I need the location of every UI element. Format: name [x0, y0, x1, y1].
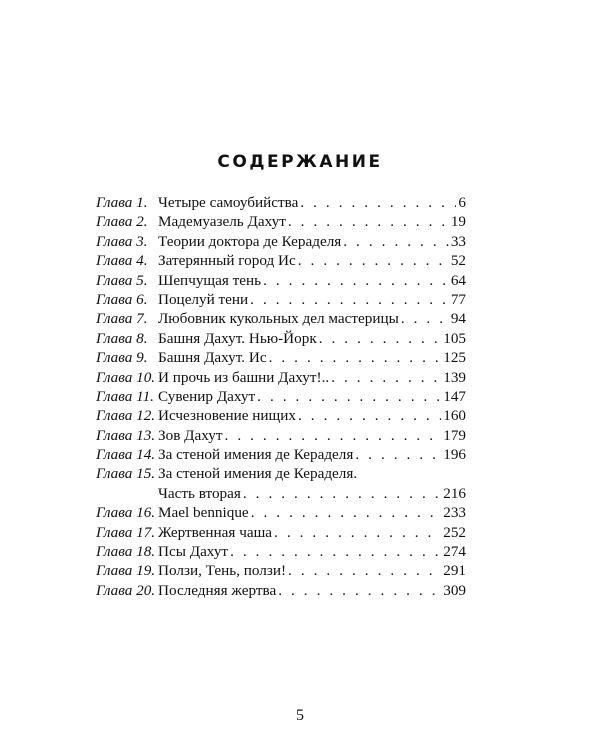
dot-leader [250, 290, 449, 309]
chapter-title: Башня Дахут. Ис [158, 349, 267, 367]
dot-leader [251, 503, 442, 522]
chapter-title: Затерянный город Ис [158, 252, 296, 270]
chapter-number: Глава 12. [96, 407, 156, 425]
chapter-number: Глава 17. [96, 523, 156, 541]
chapter-title: За стеной имения де Кераделя. [158, 465, 358, 483]
dot-leader [319, 329, 442, 348]
chapter-page: 252 [443, 523, 466, 541]
chapter-title: Последняя жертва [158, 581, 277, 599]
chapter-number: Глава 2. [96, 213, 148, 231]
dot-leader [331, 368, 441, 387]
chapter-number: Глава 4. [96, 252, 148, 270]
page-title: СОДЕРЖАНИЕ [217, 152, 383, 172]
chapter-page: 291 [443, 562, 466, 580]
chapter-number: Глава 3. [96, 232, 148, 250]
chapter-number: Глава 7. [96, 310, 148, 328]
chapter-number: Глава 20. [96, 581, 156, 599]
chapter-page: 6 [458, 194, 466, 211]
toc-entry [96, 251, 466, 270]
chapter-number: Глава 16. [96, 504, 156, 522]
chapter-title: Сувенир Дахут [158, 387, 256, 405]
chapter-title: Теории доктора де Кераделя [158, 232, 342, 250]
toc-entry [96, 561, 466, 580]
dot-leader [401, 309, 449, 328]
dot-leader [257, 387, 441, 406]
toc-entry [96, 503, 466, 522]
chapter-page: 64 [450, 271, 466, 289]
page-number: 5 [296, 707, 304, 724]
chapter-title: Башня Дахут. Нью-Йорк [158, 329, 317, 347]
dot-leader [230, 542, 441, 561]
toc-entry [96, 193, 466, 212]
chapter-page: 19 [450, 213, 466, 231]
chapter-page: 160 [443, 407, 466, 425]
chapter-number: Глава 6. [96, 290, 148, 308]
chapter-number: Глава 11. [96, 387, 154, 405]
toc-entry [96, 329, 466, 348]
chapter-title: Ползи, Тень, ползи! [158, 562, 287, 580]
chapter-title: Псы Дахут [158, 543, 229, 561]
toc-entry [96, 271, 466, 290]
chapter-number: Глава 19. [96, 562, 156, 580]
chapter-page: 196 [443, 446, 466, 464]
chapter-number: Глава 15. [96, 465, 156, 483]
chapter-title: Мадемуазель Дахут [158, 213, 286, 231]
toc-entry [96, 348, 466, 367]
toc-entry-continuation [96, 484, 466, 503]
chapter-title: И прочь из башни Дахут!.. [158, 368, 330, 386]
chapter-number: Глава 1. [96, 194, 148, 211]
chapter-number: Глава 8. [96, 329, 148, 347]
chapter-title: Зов Дахут [158, 426, 223, 444]
chapter-page: 94 [450, 310, 466, 328]
chapter-page: 33 [450, 232, 466, 250]
toc-entry [96, 464, 466, 483]
chapter-page: 179 [443, 426, 466, 444]
chapter-title: Исчезновение нищих [158, 407, 296, 425]
dot-leader [263, 271, 449, 290]
toc-entry [96, 309, 466, 328]
chapter-number: Глава 14. [96, 446, 156, 464]
chapter-title: За стеной имения де Кераделя [158, 446, 354, 464]
chapter-title: Поцелуй тени [158, 290, 249, 308]
chapter-page: 52 [450, 252, 466, 270]
chapter-page: 105 [443, 329, 466, 347]
chapter-page: 139 [443, 368, 466, 386]
dot-leader [300, 193, 456, 212]
dot-leader [343, 232, 449, 251]
toc-entry [96, 445, 466, 464]
dot-leader [288, 561, 441, 580]
toc-entry [96, 368, 466, 387]
chapter-page: 77 [450, 290, 466, 308]
chapter-page: 125 [443, 349, 466, 367]
chapter-page: 216 [443, 484, 466, 502]
dot-leader [225, 426, 442, 445]
chapter-number: Глава 18. [96, 543, 156, 561]
chapter-page: 233 [443, 504, 466, 522]
dot-leader [274, 523, 441, 542]
chapter-page: 147 [443, 387, 466, 405]
chapter-title: Четыре самоубийства [158, 194, 299, 211]
toc-entry [96, 426, 466, 445]
toc-entry [96, 581, 466, 600]
chapter-page: 274 [443, 543, 466, 561]
chapter-title: Mael bennique [158, 504, 249, 522]
toc-entry [96, 290, 466, 309]
dot-leader [269, 348, 442, 367]
dot-leader [278, 581, 441, 600]
dot-leader [355, 445, 441, 464]
toc-entry [96, 232, 466, 251]
dot-leader [288, 212, 449, 231]
chapter-title: Шепчущая тень [158, 271, 262, 289]
toc-entry [96, 523, 466, 542]
toc-entry [96, 542, 466, 561]
chapter-title: Жертвенная чаша [158, 523, 273, 541]
dot-leader [298, 406, 441, 425]
toc-entry [96, 387, 466, 406]
chapter-number: Глава 9. [96, 349, 148, 367]
chapter-page: 309 [443, 581, 466, 599]
chapter-title: Любовник кукольных дел мастерицы [158, 310, 399, 328]
toc-entry [96, 406, 466, 425]
toc-entry [96, 212, 466, 231]
chapter-number: Глава 13. [96, 426, 156, 444]
chapter-number: Глава 10. [96, 368, 156, 386]
chapter-number: Глава 5. [96, 271, 148, 289]
dot-leader [243, 484, 441, 503]
dot-leader [298, 251, 449, 270]
chapter-title-continuation: Часть вторая [158, 484, 241, 502]
table-of-contents [96, 193, 466, 600]
